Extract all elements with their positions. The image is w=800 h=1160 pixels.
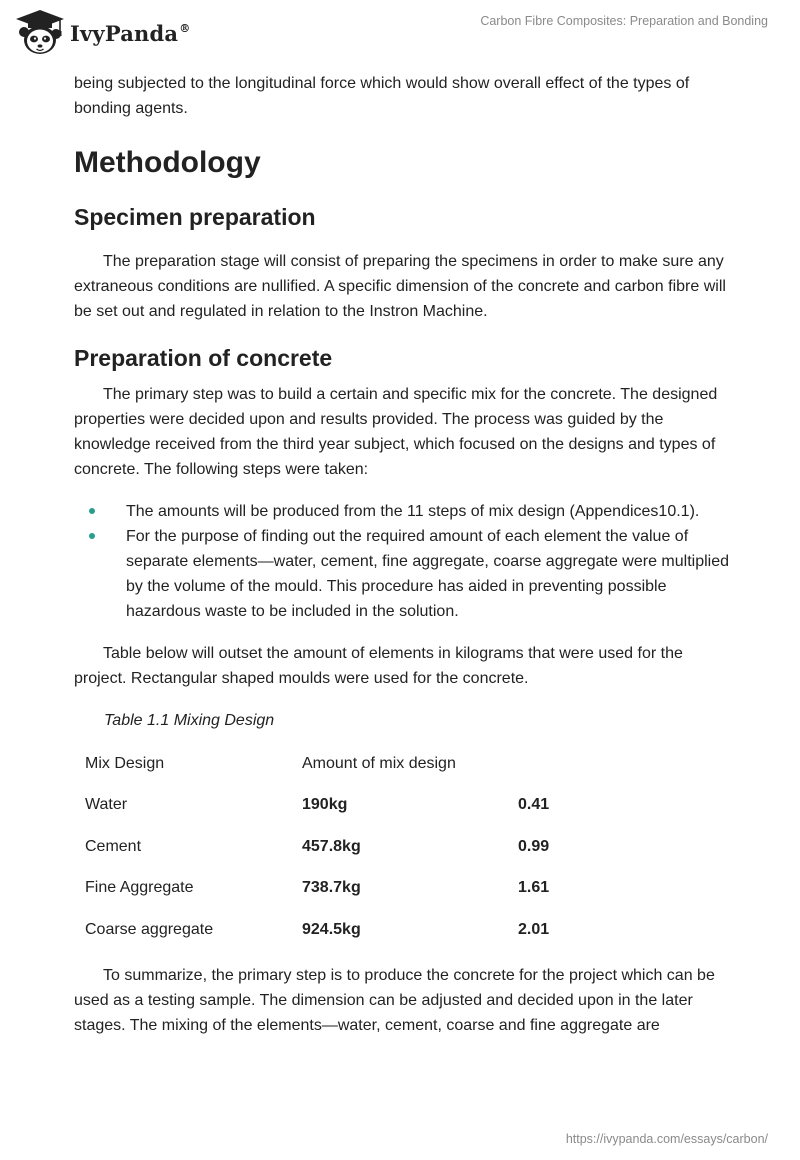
logo[interactable] bbox=[14, 8, 190, 56]
table-cell-element: Coarse aggregate bbox=[85, 920, 214, 938]
specimen-preparation-heading: Specimen preparation bbox=[74, 204, 316, 230]
table-header-cell: Mix Design bbox=[85, 754, 165, 772]
table-row bbox=[74, 868, 734, 910]
list-item: The amounts will be produced from the 11 steps of mix design (Appendices10.1). bbox=[74, 499, 734, 524]
table-header-row bbox=[74, 743, 734, 785]
table-cell-element: Water bbox=[85, 796, 128, 814]
table-intro-paragraph: Table below will outset the amount of elements in kilograms that were used for the project. Rectangular shaped moulds were used for the concrete. bbox=[74, 645, 683, 687]
concrete-preparation-heading: Preparation of concrete bbox=[74, 345, 333, 371]
steps-list bbox=[74, 499, 734, 624]
concrete-paragraph: The primary step was to build a certain and specific mix for the concrete. The designed properties were decided upon and results provided. The process was guided by the knowledge received from the third year subject, which focused on the designs and types of concrete. The following steps were taken: bbox=[74, 386, 718, 478]
table-cell-amount: 924.5kg bbox=[302, 920, 361, 938]
bullet-icon bbox=[89, 508, 95, 514]
table-row bbox=[74, 785, 734, 827]
table-cell-element: Cement bbox=[85, 837, 142, 855]
mixing-design-table bbox=[74, 743, 734, 951]
table-header-cell bbox=[518, 743, 734, 785]
table-cell-ratio: 0.41 bbox=[518, 796, 550, 814]
panda-graduate-logo-icon bbox=[14, 8, 66, 56]
specimen-paragraph: The preparation stage will consist of preparing the specimens in order to make sure any extraneous conditions are nullified. A specific dimension of the concrete and carbon fibre will be set out and regulated in relation to the Instron Machine. bbox=[74, 253, 726, 320]
table-cell-ratio: 2.01 bbox=[518, 920, 550, 938]
list-item: For the purpose of finding out the required amount of each element the value of separate elements—water, cement, fine aggregate, coarse aggregate were multiplied by the volume of the mould. This procedure has aided in preventing possible hazardous waste to be included in the solution. bbox=[74, 524, 734, 624]
logo-text: IvyPanda® bbox=[70, 20, 191, 46]
methodology-heading: Methodology bbox=[74, 146, 261, 179]
table-cell-element: Fine Aggregate bbox=[85, 879, 194, 897]
table-row bbox=[74, 909, 734, 951]
bullet-icon bbox=[89, 533, 95, 539]
table-cell-ratio: 1.61 bbox=[518, 879, 550, 897]
article-body bbox=[74, 71, 734, 1038]
source-url-link[interactable]: https://ivypanda.com/essays/carbon/ bbox=[565, 1132, 768, 1146]
table-header-cell: Amount of mix design bbox=[302, 754, 456, 772]
table-cell-amount: 738.7kg bbox=[302, 879, 361, 897]
document-title: Carbon Fibre Composites: Preparation and Bonding bbox=[480, 14, 768, 28]
table-caption: Table 1.1 Mixing Design bbox=[104, 712, 275, 729]
table-cell-ratio: 0.99 bbox=[518, 837, 550, 855]
intro-continuation-paragraph: being subjected to the longitudinal force which would show overall effect of the types of bonding agents. bbox=[74, 75, 690, 117]
page-header bbox=[0, 0, 800, 60]
summary-paragraph: To summarize, the primary step is to produce the concrete for the project which can be used as a testing sample. The dimension can be adjusted and decided upon in the later stages. The mixing of the elements—water, cement, coarse and fine aggregate are bbox=[74, 966, 715, 1034]
table-row bbox=[74, 826, 734, 868]
table-cell-amount: 457.8kg bbox=[302, 837, 361, 855]
table-cell-amount: 190kg bbox=[302, 796, 348, 814]
